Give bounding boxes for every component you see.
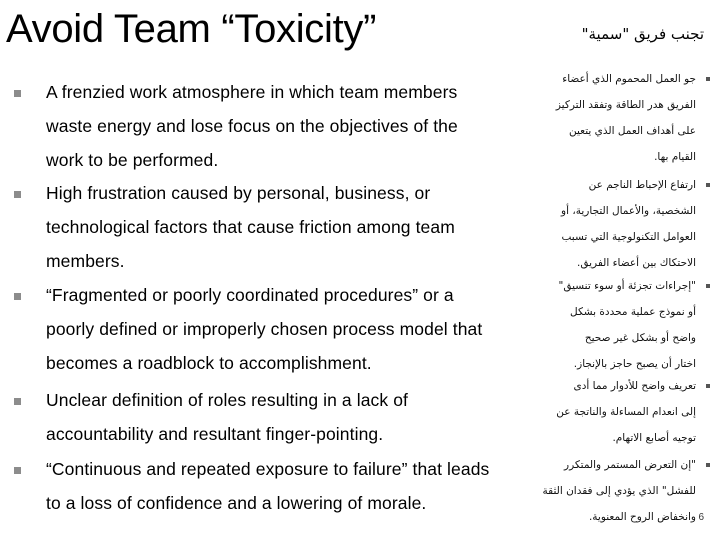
bullet-line: waste energy and lose focus on the objectives of the bbox=[46, 116, 458, 136]
bullet-item bbox=[46, 278, 506, 380]
page-number: 6 bbox=[698, 512, 704, 523]
bullet-line: to a loss of confidence and a lowering of morale. bbox=[46, 493, 427, 513]
arabic-bullet-line: الاحتكاك بين أعضاء الفريق. bbox=[577, 257, 696, 269]
arabic-slide-title: تجنب فريق "سمية" bbox=[581, 25, 704, 43]
bullet-item bbox=[46, 75, 506, 177]
arabic-bullet-line: وانخفاض الروح المعنوية. bbox=[588, 511, 696, 523]
bullet-line: High frustration caused by personal, business, or bbox=[46, 183, 431, 203]
arabic-bullet-line: العوامل التكنولوجية التي تسبب bbox=[561, 231, 696, 243]
bullet-line: Unclear definition of roles resulting in a lack of bbox=[46, 390, 408, 410]
arabic-bullet-line: الفريق هدر الطاقة وتفقد التركيز bbox=[555, 99, 696, 111]
arabic-bullet-line: تعريف واضح للأدوار مما أدى bbox=[573, 380, 696, 392]
arabic-bullet-line: إلى انعدام المساءلة والناتجة عن bbox=[556, 406, 696, 418]
arabic-bullet-item bbox=[526, 273, 696, 377]
bullet-marker bbox=[706, 463, 710, 467]
bullet-marker bbox=[706, 384, 710, 388]
bullet-marker bbox=[14, 293, 21, 300]
bullet-item bbox=[46, 176, 506, 278]
arabic-bullet-line: واضح أو بشكل غير صحيح bbox=[584, 332, 696, 344]
bullet-line: poorly defined or improperly chosen process model that bbox=[46, 319, 483, 339]
arabic-bullet-line: توجيه أصابع الاتهام. bbox=[612, 432, 696, 444]
bullet-line: “Fragmented or poorly coordinated procedures” or a bbox=[46, 285, 454, 305]
arabic-bullet-line: اختار أن يصبح حاجز بالإنجاز. bbox=[573, 358, 696, 370]
bullet-marker bbox=[14, 398, 21, 405]
arabic-bullet-line: جو العمل المحموم الذي أعضاء bbox=[562, 73, 696, 85]
arabic-bullet-item bbox=[526, 452, 696, 530]
bullet-line: work to be performed. bbox=[46, 150, 219, 170]
bullet-line: members. bbox=[46, 251, 125, 271]
arabic-bullet-line: للفشل" الذي يؤدي إلى فقدان الثقة bbox=[542, 485, 696, 497]
bullet-marker bbox=[706, 77, 710, 81]
bullet-item bbox=[46, 383, 506, 451]
bullet-marker bbox=[706, 183, 710, 187]
arabic-bullet-line: أو نموذج عملية محددة بشكل bbox=[570, 306, 696, 318]
arabic-bullet-item bbox=[526, 373, 696, 451]
arabic-bullet-item bbox=[526, 66, 696, 170]
bullet-line: technological factors that cause friction among team bbox=[46, 217, 455, 237]
bullet-item bbox=[46, 452, 506, 520]
bullet-line: becomes a roadblock to accomplishment. bbox=[46, 353, 372, 373]
bullet-line: accountability and resultant finger-pointing. bbox=[46, 424, 384, 444]
bullet-marker bbox=[706, 284, 710, 288]
arabic-bullet-line: ارتفاع الإحباط الناجم عن bbox=[588, 179, 696, 191]
bullet-line: “Continuous and repeated exposure to failure” that leads bbox=[46, 459, 490, 479]
bullet-marker bbox=[14, 90, 21, 97]
bullet-line: A frenzied work atmosphere in which team members bbox=[46, 82, 458, 102]
arabic-bullet-line: "إجراءات تجزئة أو سوء تنسيق" bbox=[558, 280, 696, 292]
arabic-bullet-line: "إن التعرض المستمر والمتكرر bbox=[564, 459, 696, 471]
bullet-marker bbox=[14, 191, 21, 198]
arabic-bullet-line: القيام بها. bbox=[654, 151, 696, 163]
bullet-marker bbox=[14, 467, 21, 474]
arabic-bullet-item bbox=[526, 172, 696, 276]
slide-title: Avoid Team “Toxicity” bbox=[6, 7, 377, 51]
arabic-bullet-line: الشخصية، والأعمال التجارية، أو bbox=[561, 205, 696, 217]
arabic-bullet-line: على أهداف العمل الذي يتعين bbox=[569, 125, 696, 137]
